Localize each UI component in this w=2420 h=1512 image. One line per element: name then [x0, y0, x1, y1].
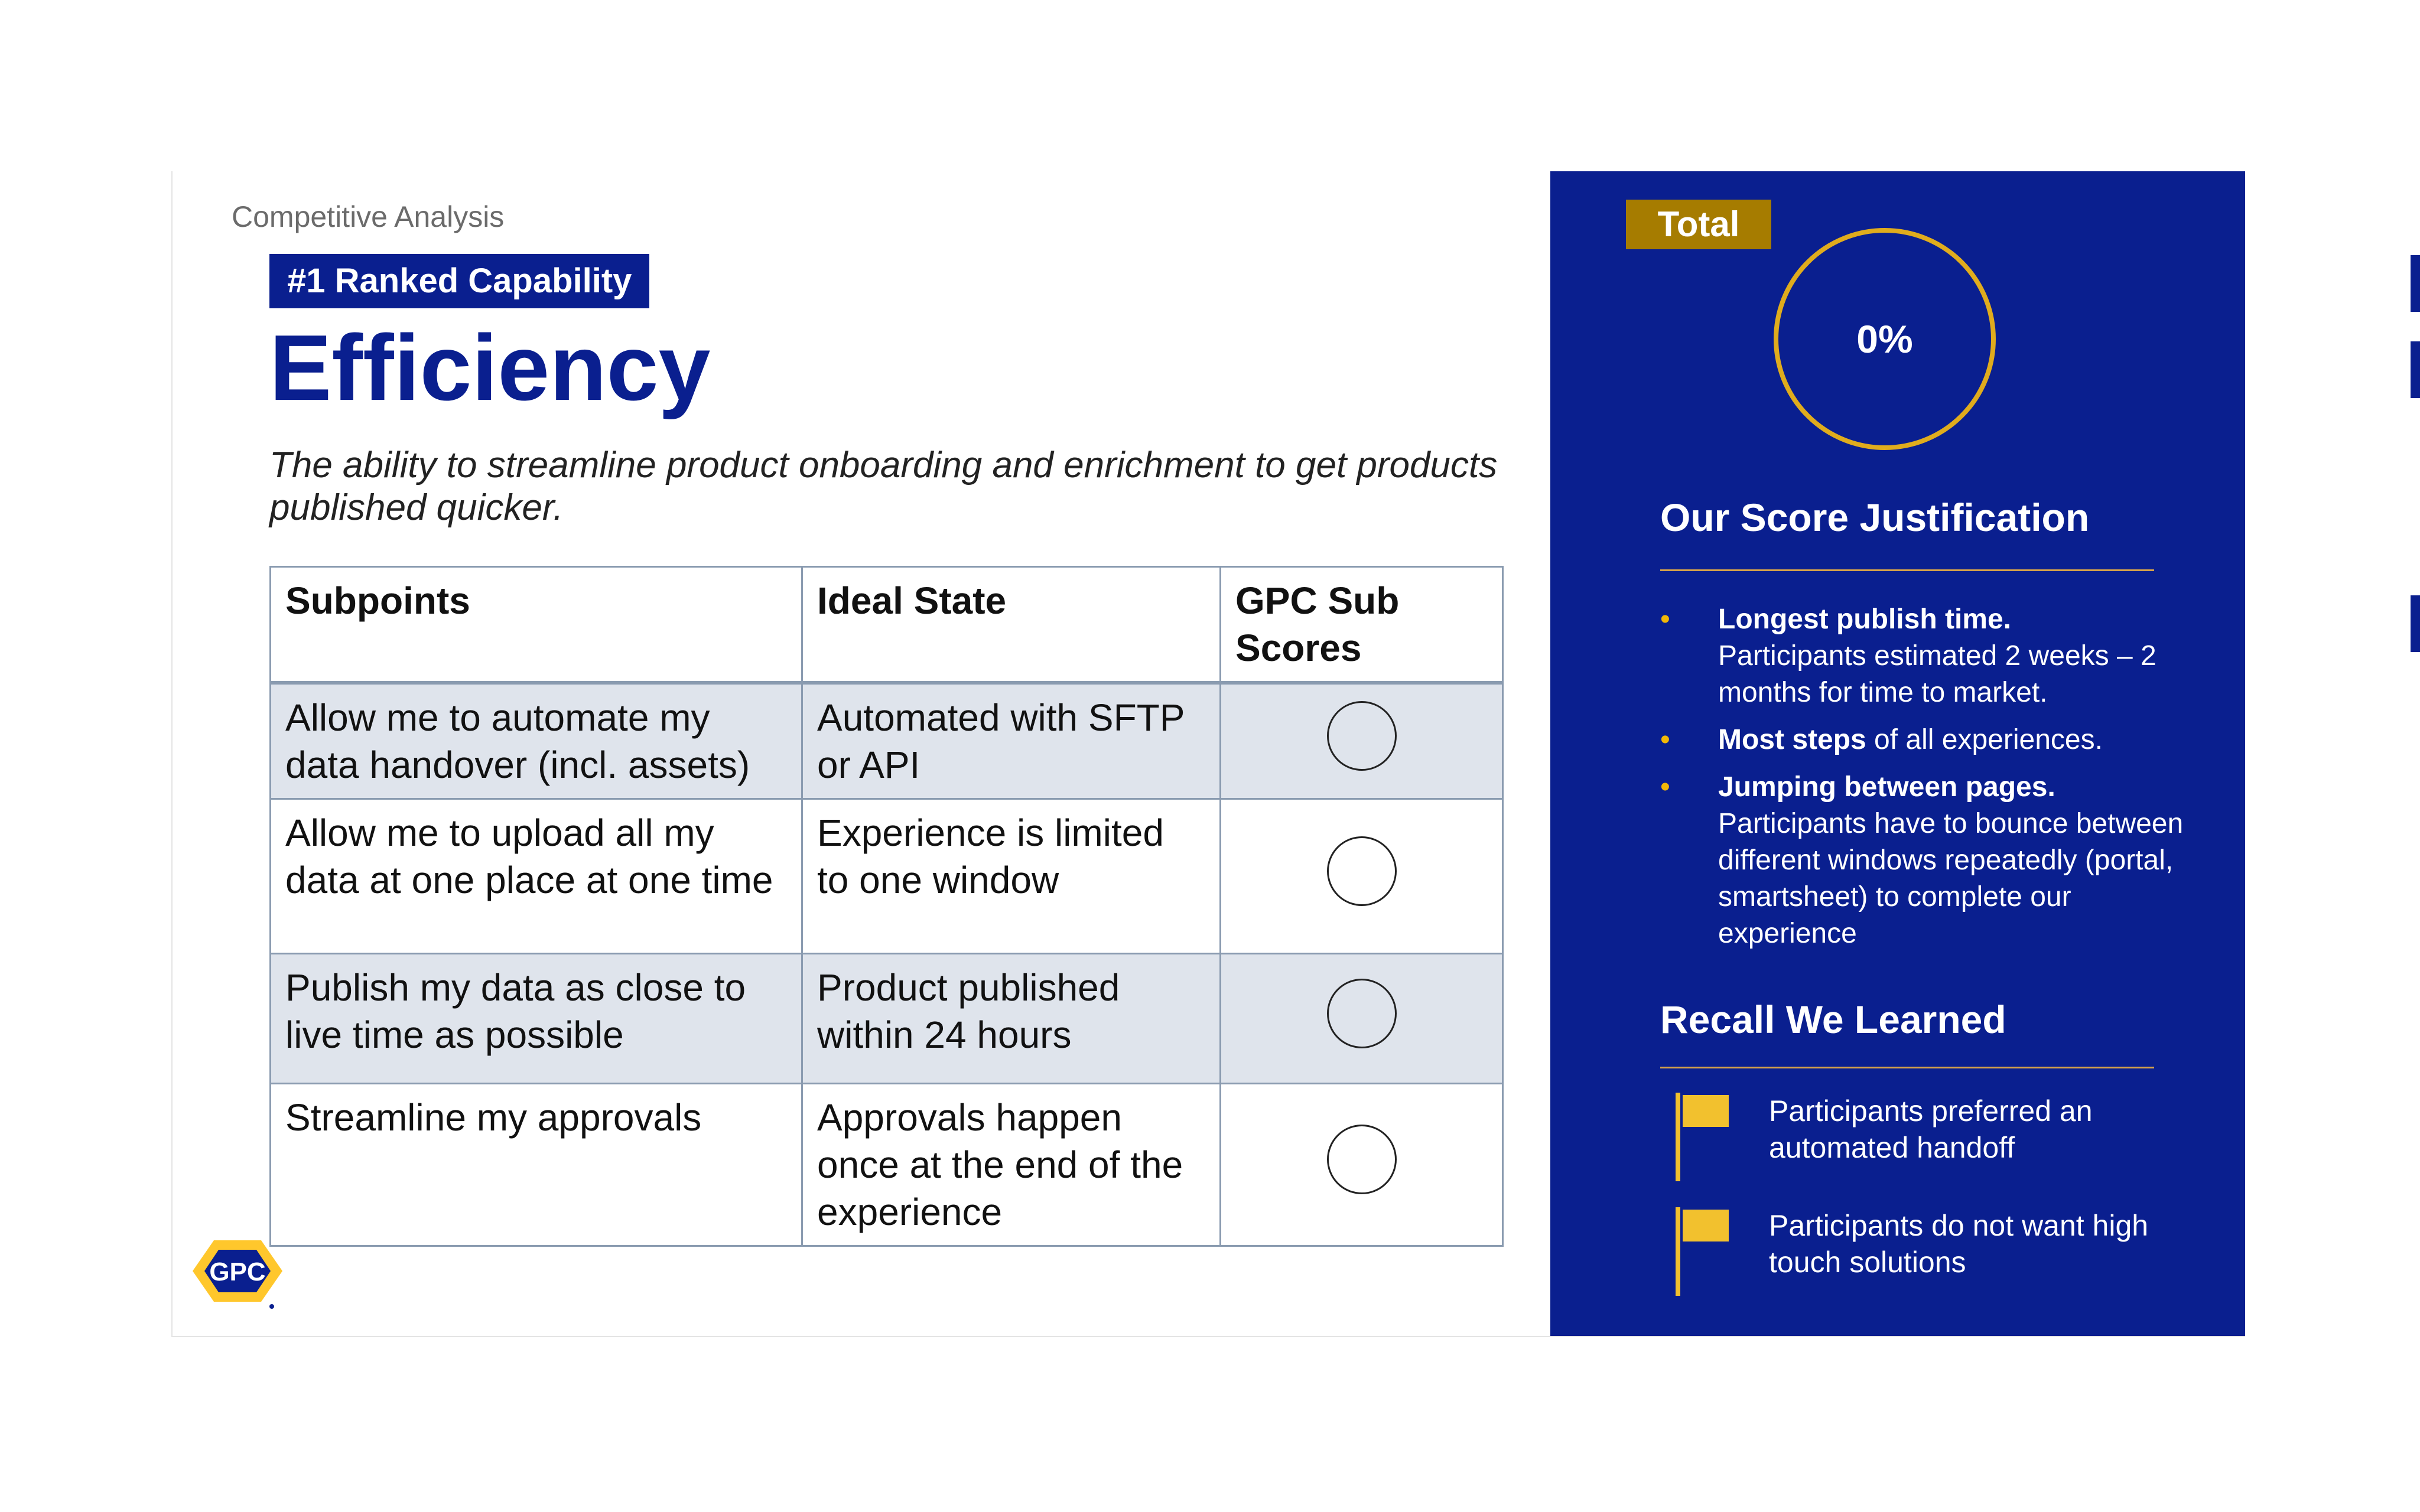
total-tag: Total — [1626, 200, 1771, 249]
ideal-state-cell: Experience is limited to one window — [802, 799, 1221, 954]
gpc-logo-icon — [190, 1236, 285, 1312]
ranked-badge: #1 Ranked Capability — [269, 254, 649, 308]
subpoint-cell: Streamline my approvals — [271, 1084, 802, 1246]
header-subpoints: Subpoints — [271, 567, 802, 683]
recall-text: Participants do not want high touch solutions — [1769, 1209, 2149, 1279]
description: The ability to streamline product onboarding and enrichment to get products published quicker. — [269, 445, 1498, 528]
subpoint-cell: Allow me to upload all my data at one place at one time — [271, 799, 802, 954]
bullet-text: Participants estimated 2 weeks – 2 months for time to market. — [1718, 640, 2156, 708]
score-cell — [1221, 799, 1503, 954]
list-item — [1660, 601, 2192, 711]
recall-item — [1660, 1093, 2192, 1187]
table-row — [271, 1084, 1503, 1246]
recall-text: Participants preferred an automated handoff — [1769, 1094, 2093, 1164]
flag-icon — [1674, 1207, 1733, 1296]
bullet-icon: • — [1660, 771, 1670, 803]
table-row — [271, 954, 1503, 1084]
score-cell — [1221, 954, 1503, 1084]
bullet-bold: Longest publish time. — [1718, 604, 2012, 635]
divider — [1660, 1067, 2154, 1068]
edge-mark — [2411, 595, 2420, 652]
table-row — [271, 799, 1503, 954]
bullet-text: of all experiences. — [1866, 724, 2103, 755]
total-score-ring — [1774, 228, 1996, 450]
flag-icon — [1674, 1093, 1733, 1181]
page-title: Efficiency — [269, 316, 711, 420]
ideal-state-cell: Automated with SFTP or API — [802, 683, 1221, 799]
bullet-bold: Most steps — [1718, 724, 1866, 755]
justification-list — [1660, 601, 2192, 963]
edge-mark — [2411, 255, 2420, 312]
subpoint-cell: Allow me to automate my data handover (incl. assets) — [271, 683, 802, 799]
list-item — [1660, 769, 2192, 952]
score-circle[interactable] — [1327, 836, 1397, 906]
bullet-icon: • — [1660, 724, 1670, 755]
table-row — [271, 683, 1503, 799]
bullet-icon: • — [1660, 604, 1670, 635]
recall-heading: Recall We Learned — [1660, 998, 2006, 1041]
subpoint-cell: Publish my data as close to live time as possible — [271, 954, 802, 1084]
bullet-text: Participants have to bounce between different windows repeatedly (portal, smartsheet) to complete our experience — [1718, 808, 2184, 949]
score-cell — [1221, 683, 1503, 799]
ideal-state-cell: Product published within 24 hours — [802, 954, 1221, 1084]
table-header-row — [271, 567, 1503, 683]
header-ideal-state: Ideal State — [802, 567, 1221, 683]
score-circle[interactable] — [1327, 979, 1397, 1048]
score-circle[interactable] — [1327, 1125, 1397, 1194]
score-circle[interactable] — [1327, 701, 1397, 771]
list-item — [1660, 722, 2192, 758]
kicker-label: Competitive Analysis — [232, 200, 505, 233]
gpc-logo-text: GPC — [209, 1257, 266, 1286]
ideal-state-cell: Approvals happen once at the end of the experience — [802, 1084, 1221, 1246]
bullet-bold: Jumping between pages. — [1718, 771, 2055, 803]
score-panel — [1550, 171, 2245, 1336]
justification-heading: Our Score Justification — [1660, 496, 2090, 539]
recall-item — [1660, 1207, 2192, 1302]
total-score-value: 0% — [1856, 317, 1913, 361]
capability-table — [269, 566, 1504, 1247]
divider — [1660, 569, 2154, 571]
score-cell — [1221, 1084, 1503, 1246]
edge-mark — [2411, 341, 2420, 398]
header-gpc-sub-scores: GPC Sub Scores — [1221, 567, 1503, 683]
